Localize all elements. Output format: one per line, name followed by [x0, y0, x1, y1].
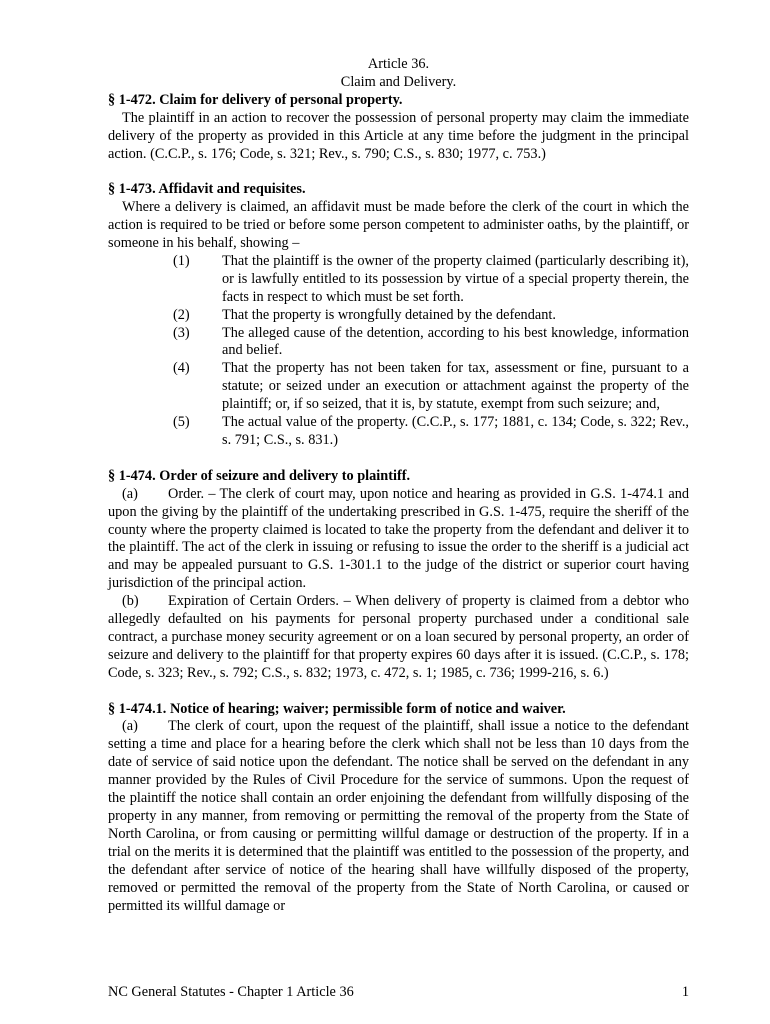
page-footer: [108, 983, 689, 1001]
subsection-text: Expiration of Certain Orders. – When delivery of property is claimed from a debtor who allegedly defaulted on his payments for personal property purchased under a conditional sale contract, a purchase money security agreement or on a loan secured by personal property, an order of seizure and delivery to the plaintiff for that property expires 60 days after it is issued. (C.C.P., s. 178; Code, s. 323; Rev., s. 792; C.S., s. 832; 1973, c. 472, s. 1; 1985, c. 736; 1999-216, s. 6.): [108, 593, 689, 681]
section-1-474-a: [108, 486, 689, 593]
subsection-text: Order. – The clerk of court may, upon notice and hearing as provided in G.S. 1-474.1 and upon the giving by the plaintiff of the undertaking prescribed in G.S. 1-475, require the sheriff of the county where the property claimed is located to take the property from the defendant and deliver it to the plaintiff. The act of the clerk in issuing or refusing to issue the order to the sheriff is a judicial act and may be appealed pursuant to G.S. 1-301.1 to the judge of the district or superior court having jurisdiction of the principal action.: [108, 485, 689, 592]
section-1-473-heading: § 1-473. Affidavit and requisites.: [108, 181, 306, 198]
list-item: [173, 325, 689, 361]
subsection-text: The clerk of court, upon the request of the plaintiff, shall issue a notice to the defendant setting a time and place for a hearing before the clerk which shall not be less than 10 days from the date of service of said notice upon the defendant. The notice shall be served on the defendant in any manner provided by the Rules of Civil Procedure for the service of summons. Upon the request of the plaintiff the notice shall contain an order enjoining the defendant from willfully disposing of the property in any manner, from removing or permitting the removal of the property from the State of North Carolina, or from causing or permitting willful damage or destruction of the property. If in a trial on the merits it is determined that the plaintiff was entitled to the possession of the property, and the defendant after service of notice of the hearing shall have willfully disposed of the property, removed or permitted the removal of the property from the State of North Carolina, or caused or permitted its willful damage or: [108, 718, 689, 914]
subsection-label: (b): [122, 593, 139, 610]
item-number: (3): [173, 324, 190, 341]
article-number: Article 36.: [367, 56, 430, 72]
section-1-473-intro: Where a delivery is claimed, an affidavit must be made before the clerk of the court in which the action is required to be tried or before some person competent to administer oaths, by the plaintiff, or someone in his behalf, showing –: [108, 199, 689, 252]
section-1-474-1-heading: § 1-474.1. Notice of hearing; waiver; permissible form of notice and waiver.: [108, 700, 566, 717]
item-number: (2): [173, 306, 190, 323]
item-number: (1): [173, 252, 190, 269]
item-text: That the property is wrongfully detained by the defendant.: [222, 306, 556, 323]
item-number: (5): [173, 414, 190, 431]
section-1-474-heading: § 1-474. Order of seizure and delivery to plaintiff.: [108, 467, 411, 484]
article-title: Claim and Delivery.: [340, 73, 457, 90]
page-number: 1: [681, 984, 689, 1000]
list-item: [173, 253, 689, 307]
list-item: [173, 307, 689, 325]
item-text: The actual value of the property. (C.C.P., s. 177; 1881, c. 134; Code, s. 322; Rev., s. 791; C.S., s. 831.): [222, 414, 689, 449]
spacer: [108, 163, 689, 181]
subsection-label: (a): [122, 718, 138, 735]
section-1-472-heading: § 1-472. Claim for delivery of personal property.: [108, 91, 403, 108]
section-1-474-1-a: [108, 718, 689, 915]
item-number: (4): [173, 360, 190, 377]
item-text: That the plaintiff is the owner of the property claimed (particularly describing it), or is lawfully entitled to its possession by virtue of a special property therein, the facts in respect to which must be set forth.: [222, 252, 689, 305]
footer-title: NC General Statutes - Chapter 1 Article 36: [108, 984, 354, 1000]
list-item: [173, 360, 689, 414]
document-page: [108, 56, 689, 915]
item-text: The alleged cause of the detention, according to his best knowledge, information and belief.: [222, 324, 689, 359]
section-1-474-b: [108, 593, 689, 683]
spacer: [108, 683, 689, 701]
list-item: [173, 414, 689, 450]
subsection-label: (a): [122, 485, 138, 502]
spacer: [108, 450, 689, 468]
item-text: That the property has not been taken for tax, assessment or fine, pursuant to a statute; or seized under an execution or attachment against the property of the plaintiff; or, if so seized, that it is, by statute, exempt from such seizure; and,: [222, 360, 689, 413]
section-1-472-text: The plaintiff in an action to recover the possession of personal property may claim the immediate delivery of the property as provided in this Article at any time before the judgment in the principal action. (C.C.P., s. 176; Code, s. 321; Rev., s. 790; C.S., s. 830; 1977, c. 753.): [108, 109, 689, 162]
